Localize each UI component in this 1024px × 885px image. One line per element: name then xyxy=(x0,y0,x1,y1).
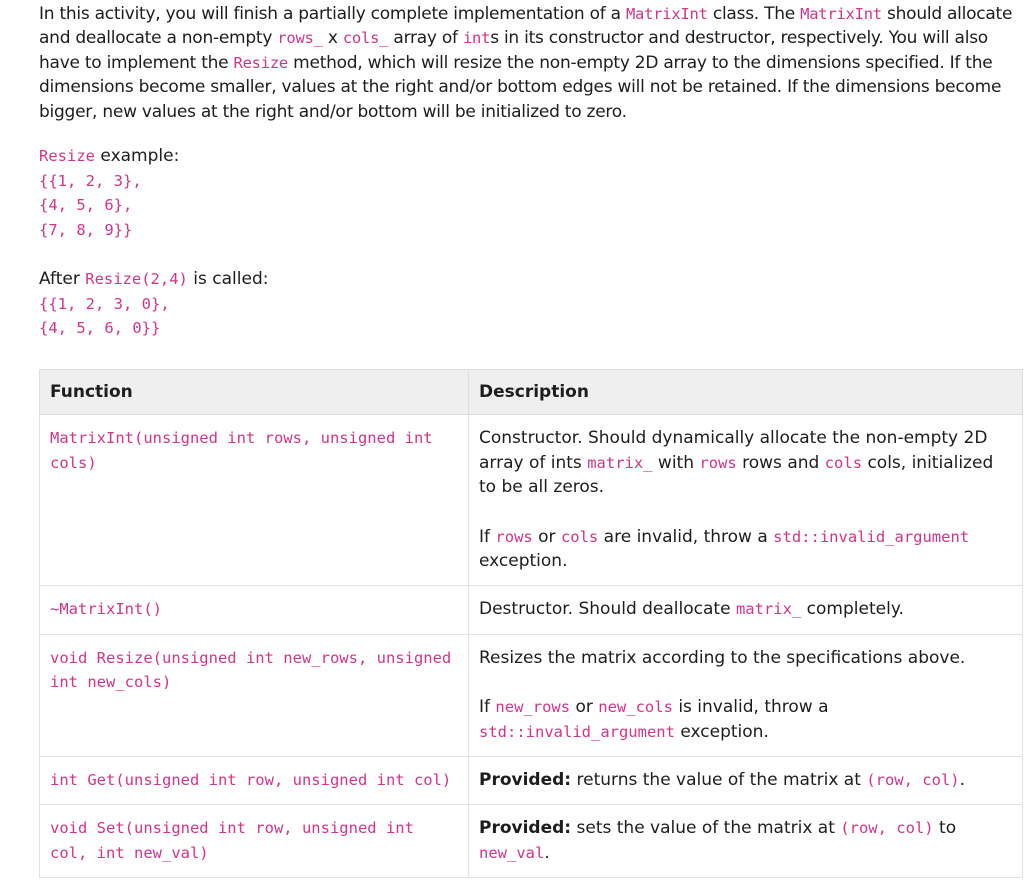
desc-text: is invalid, throw a xyxy=(672,697,829,718)
provided-label: Provided: xyxy=(479,770,572,791)
code-rows: rows xyxy=(495,527,533,546)
desc-text: rows and xyxy=(736,452,825,473)
desc-text: or xyxy=(532,526,561,547)
table-row xyxy=(40,415,1023,586)
desc-text: with xyxy=(652,452,700,473)
code-cols: cols xyxy=(824,453,863,472)
desc-paragraph-2 xyxy=(479,695,1012,744)
desc-text: If xyxy=(479,697,496,718)
function-description xyxy=(469,586,1023,634)
desc-text: . xyxy=(959,770,966,791)
intro-text: In this activity, you will finish a partially complete implementation of a xyxy=(39,4,626,24)
desc-text: completely. xyxy=(801,599,904,620)
desc-text: Resizes the matrix according to the specifications above. xyxy=(479,647,966,668)
code-matrix: matrix_ xyxy=(735,600,802,619)
example-before-matrix xyxy=(39,169,142,242)
code-matrixint: MatrixInt xyxy=(625,5,708,23)
header-function: Function xyxy=(40,370,469,415)
code-cols: cols xyxy=(560,527,599,546)
desc-text: or xyxy=(570,697,599,718)
code-rows: rows xyxy=(699,453,737,472)
example-after-matrix xyxy=(39,292,170,341)
code-cols: cols_ xyxy=(342,29,389,48)
code-matrix: matrix_ xyxy=(587,453,653,472)
table-row xyxy=(40,805,1023,878)
after-label xyxy=(39,267,268,291)
intro-text: should allocate and deallocate a non-empty xyxy=(39,4,1013,49)
desc-text: Constructor. Should dynamically allocate the non-empty 2D array of ints xyxy=(479,428,988,473)
code-int: int xyxy=(462,29,491,48)
example-label xyxy=(39,144,179,168)
function-description xyxy=(469,805,1023,878)
desc-text: cols, initialized to be all zeros. xyxy=(479,452,994,498)
code-new-cols: new_cols xyxy=(598,698,673,717)
code-matrixint: MatrixInt xyxy=(800,5,882,23)
intro-text: s in its constructor and destructor, respectively. You will also have to implement the xyxy=(39,28,988,73)
matrix-line: {{1, 2, 3}, xyxy=(39,172,142,190)
code-new-rows: new_rows xyxy=(495,698,571,717)
function-description xyxy=(469,415,1023,586)
function-description xyxy=(469,634,1023,756)
intro-text: method, which will resize the non-empty 2D array to the dimensions specified. If the dimensions become smaller, values at the right and/or bottom edges will not be retained. If the dimensions become bigger, new values at the right and/or bottom will be initialized to zero. xyxy=(39,52,1002,122)
matrix-line: {7, 8, 9}} xyxy=(39,220,133,239)
desc-paragraph-2 xyxy=(479,525,1012,574)
code-resize: Resize xyxy=(233,53,289,72)
function-signature: void Resize(unsigned int new_rows, unsigned int new_cols) xyxy=(40,634,469,756)
code-invalid-argument: std::invalid_argument xyxy=(773,527,970,546)
desc-text: exception. xyxy=(674,721,769,742)
matrix-line: {{1, 2, 3, 0}, xyxy=(39,295,170,313)
desc-text: exception. xyxy=(479,551,568,572)
function-table xyxy=(39,369,1023,878)
after-label-text: After xyxy=(39,269,86,289)
desc-text: to xyxy=(933,818,957,839)
function-description xyxy=(469,757,1023,805)
desc-text: are invalid, throw a xyxy=(598,526,774,547)
table-row xyxy=(40,634,1023,756)
example-label-text: example: xyxy=(95,146,180,166)
code-new-val: new_val xyxy=(479,843,545,862)
provided-label: Provided: xyxy=(479,818,572,839)
matrix-line: {4, 5, 6}, xyxy=(39,196,133,215)
matrix-line: {4, 5, 6, 0}} xyxy=(39,319,161,338)
function-signature: void Set(unsigned int row, unsigned int col, int new_val) xyxy=(40,805,469,878)
table-row xyxy=(40,757,1023,805)
table-header-row xyxy=(40,370,1023,415)
intro-paragraph xyxy=(39,2,1024,124)
code-rows: rows_ xyxy=(277,29,323,48)
function-signature: int Get(unsigned int row, unsigned int col) xyxy=(40,757,469,805)
desc-text: returns the value of the matrix at xyxy=(571,770,867,791)
code-invalid-argument: std::invalid_argument xyxy=(479,722,675,741)
code-row-col: (row, col) xyxy=(840,819,934,838)
intro-text: x xyxy=(322,28,343,49)
intro-text: class. The xyxy=(707,4,801,24)
intro-text: array of xyxy=(388,28,463,49)
code-resize-call: Resize(2,4) xyxy=(85,270,188,288)
function-signature: ~MatrixInt() xyxy=(40,586,469,634)
code-resize: Resize xyxy=(39,147,95,165)
desc-text: If xyxy=(479,526,496,547)
desc-text: sets the value of the matrix at xyxy=(571,818,841,839)
after-label-text: is called: xyxy=(187,269,269,289)
header-description: Description xyxy=(469,370,1023,415)
table-row xyxy=(40,586,1023,634)
function-signature: MatrixInt(unsigned int rows, unsigned int cols) xyxy=(40,415,469,586)
desc-text: Destructor. Should deallocate xyxy=(479,599,736,620)
desc-text: . xyxy=(544,842,550,863)
code-row-col: (row, col) xyxy=(866,771,960,790)
